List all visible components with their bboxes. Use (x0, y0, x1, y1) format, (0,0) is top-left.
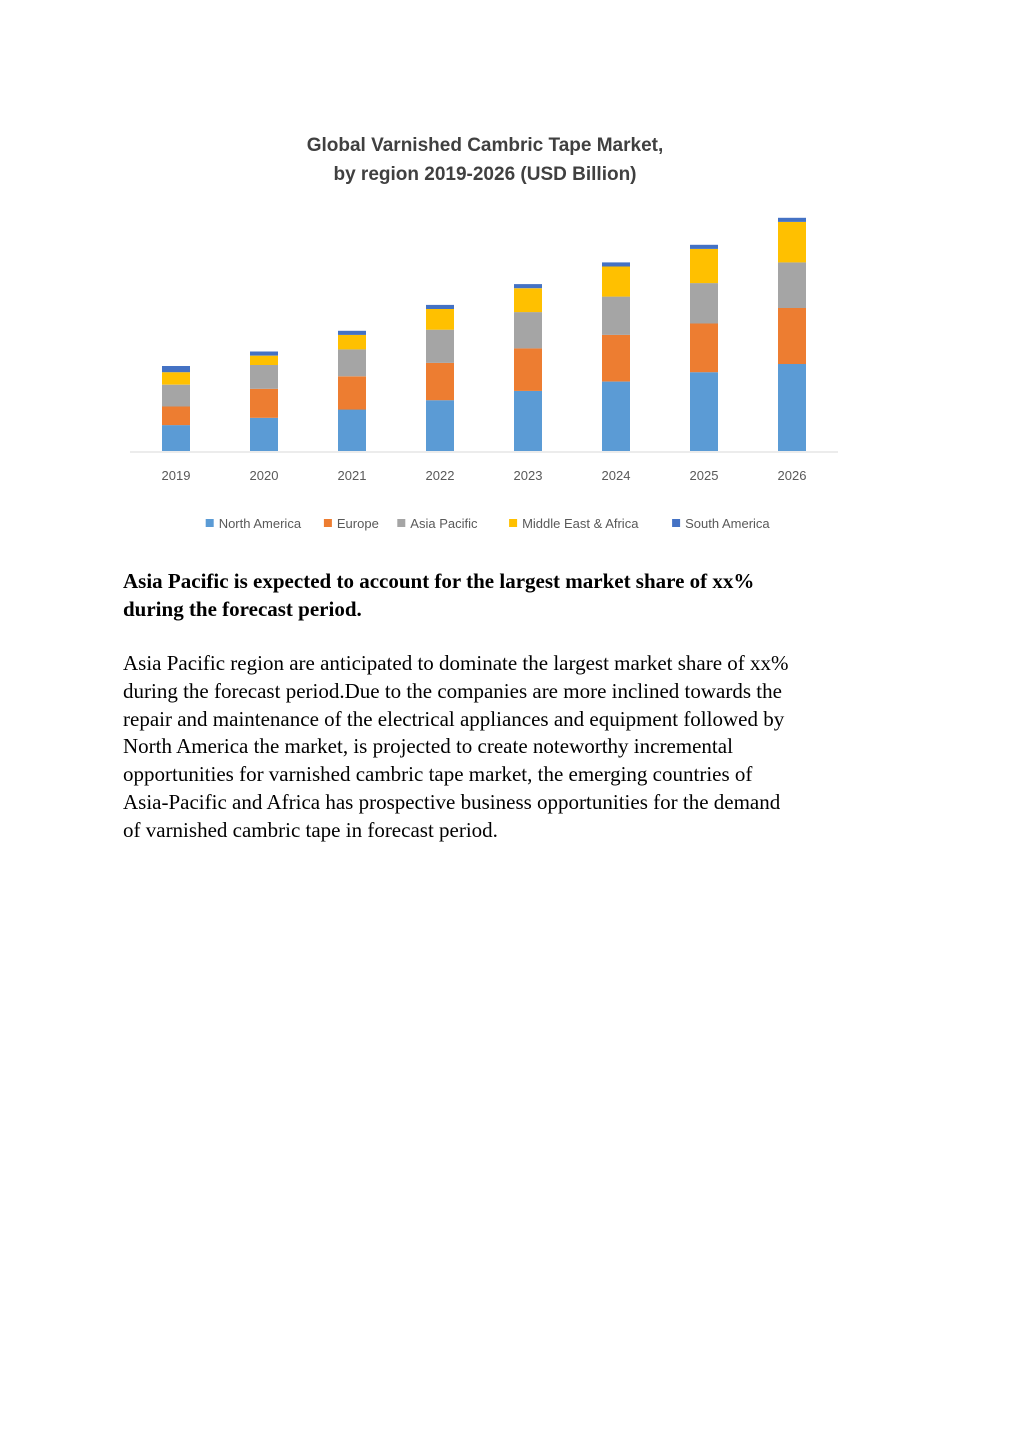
bar-segment-north-america-2025 (690, 372, 718, 451)
bar-segment-asia-pacific-2021 (338, 349, 366, 376)
heading-line: Asia Pacific is expected to account for the largest market share of xx% (123, 569, 755, 593)
x-tick-label: 2021 (337, 468, 367, 483)
bar-segment-europe-2023 (514, 348, 542, 391)
paragraph-line: North America the market, is projected to create noteworthy incremental (123, 734, 733, 759)
bar-segment-europe-2022 (426, 363, 454, 400)
bar-segment-europe-2026 (778, 308, 806, 364)
bar-segment-north-america-2020 (250, 418, 278, 451)
bar-segment-north-america-2023 (514, 391, 542, 451)
legend-label: Middle East & Africa (522, 516, 639, 531)
bar-segment-south-america-2025 (690, 245, 718, 249)
bar-segment-middle-east-africa-2023 (514, 288, 542, 312)
legend-item-asia-pacific (397, 516, 478, 531)
paragraph-line: repair and maintenance of the electrical appliances and equipment followed by (123, 706, 785, 731)
x-tick-label: 2019 (161, 468, 191, 483)
chart-svg (120, 120, 860, 550)
bar-segment-middle-east-africa-2024 (602, 267, 630, 297)
bar-segment-north-america-2019 (162, 425, 190, 451)
bars-layer (162, 218, 806, 451)
x-tick-label: 2026 (777, 468, 807, 483)
bar-segment-south-america-2020 (250, 352, 278, 356)
chart-legend (206, 516, 771, 531)
x-tick-label: 2025 (689, 468, 719, 483)
chart-title-line-1: Global Varnished Cambric Tape Market, (306, 135, 664, 156)
bar-segment-middle-east-africa-2021 (338, 335, 366, 350)
section-heading (123, 567, 913, 623)
bar-segment-asia-pacific-2019 (162, 385, 190, 407)
paragraph-line: during the forecast period.Due to the companies are more inclined towards the (123, 678, 782, 703)
legend-swatch (324, 519, 332, 527)
legend-swatch (672, 519, 680, 527)
bar-segment-europe-2024 (602, 335, 630, 382)
x-tick-label: 2022 (425, 468, 455, 483)
bar-segment-south-america-2023 (514, 284, 542, 288)
legend-swatch (509, 519, 517, 527)
bar-segment-middle-east-africa-2025 (690, 249, 718, 283)
body-paragraph (123, 650, 913, 845)
legend-item-middle-east-africa (509, 516, 639, 531)
paragraph-line: opportunities for varnished cambric tape market, the emerging countries of (123, 762, 753, 787)
legend-label: Asia Pacific (410, 516, 478, 531)
bar-segment-middle-east-africa-2022 (426, 309, 454, 330)
bar-segment-asia-pacific-2020 (250, 365, 278, 389)
legend-swatch (206, 519, 214, 527)
bar-segment-north-america-2021 (338, 410, 366, 452)
legend-item-europe (324, 516, 379, 531)
market-chart (120, 120, 860, 550)
bar-segment-north-america-2026 (778, 364, 806, 451)
legend-label: North America (218, 516, 302, 531)
bar-segment-south-america-2022 (426, 305, 454, 309)
legend-label: Europe (336, 516, 379, 531)
legend-item-south-america (672, 516, 770, 531)
paragraph-line: Asia-Pacific and Africa has prospective business opportunities for the demand (123, 789, 781, 814)
bar-segment-europe-2019 (162, 406, 190, 425)
bar-segment-asia-pacific-2023 (514, 312, 542, 348)
bar-segment-south-america-2026 (778, 218, 806, 222)
paragraph-line: Asia Pacific region are anticipated to dominate the largest market share of xx% (123, 651, 789, 675)
bar-segment-north-america-2022 (426, 400, 454, 451)
x-tick-label: 2020 (249, 468, 279, 483)
bar-segment-south-america-2019 (162, 366, 190, 372)
x-tick-labels (162, 468, 807, 483)
x-tick-label: 2024 (601, 468, 631, 483)
bar-segment-europe-2020 (250, 389, 278, 418)
paragraph-line: of varnished cambric tape in forecast period. (123, 817, 498, 842)
bar-segment-europe-2025 (690, 324, 718, 373)
heading-line: during the forecast period. (123, 597, 362, 621)
bar-segment-middle-east-africa-2020 (250, 356, 278, 365)
x-tick-label: 2023 (513, 468, 543, 483)
bar-segment-middle-east-africa-2019 (162, 372, 190, 384)
bar-segment-north-america-2024 (602, 382, 630, 451)
bar-segment-europe-2021 (338, 376, 366, 409)
legend-item-north-america (206, 516, 302, 531)
legend-label: South America (685, 516, 770, 531)
bar-segment-south-america-2021 (338, 331, 366, 335)
bar-segment-middle-east-africa-2026 (778, 222, 806, 262)
bar-segment-asia-pacific-2024 (602, 297, 630, 335)
bar-segment-asia-pacific-2025 (690, 283, 718, 323)
bar-segment-south-america-2024 (602, 262, 630, 266)
bar-segment-asia-pacific-2022 (426, 330, 454, 363)
bar-segment-asia-pacific-2026 (778, 262, 806, 308)
chart-title-line-2: by region 2019-2026 (USD Billion) (333, 164, 637, 185)
legend-swatch (397, 519, 405, 527)
